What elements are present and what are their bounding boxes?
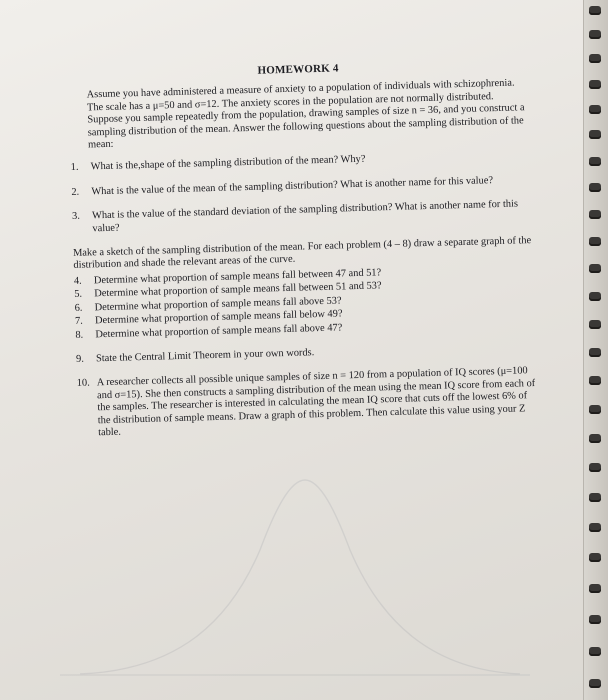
binding-hole	[589, 615, 601, 624]
question-10	[77, 365, 539, 440]
question-text: Determine what proportion of sample means fall between 47 and 51?	[93, 267, 382, 287]
question-3	[72, 198, 533, 236]
question-1	[71, 150, 531, 175]
question-text: Determine what proportion of sample means fall above 53?	[94, 295, 342, 314]
question-number: 3.	[71, 210, 81, 223]
binding-hole	[589, 320, 601, 329]
binding-hole	[589, 405, 601, 414]
binding-hole	[589, 348, 601, 357]
binding-hole	[589, 264, 601, 273]
binding-hole	[589, 130, 601, 139]
question-text: What is the value of the mean of the sampling distribution? What is another name for this value?	[91, 175, 494, 198]
question-2	[71, 174, 531, 199]
binding-hole	[589, 647, 601, 656]
spiral-binding	[583, 0, 608, 700]
binding-hole	[589, 237, 601, 246]
binding-hole	[589, 523, 601, 532]
intro-paragraph: Assume you have administered a measure of anxiety to a population of individuals with schizophrenia. The scale has a μ=50 and σ=12. The anxiety scores in the population are not normally distributed. Suppose you sample repeatedly from the population, drawing samples of size n = 36, and you construct a sampling distribution of the mean. Answer the following questions about the sampling distribution of the mean:	[86, 77, 525, 151]
binding-hole	[589, 679, 601, 688]
question-number: 6.	[74, 302, 83, 314]
question-number: 2.	[71, 186, 80, 198]
question-number: 10.	[76, 377, 90, 390]
question-text: Determine what proportion of sample means fall below 49?	[94, 308, 343, 327]
question-text: What is the value of the standard deviation of the sampling distribution? What is another name for this value?	[91, 198, 519, 235]
binding-hole	[589, 30, 601, 39]
sketch-instructions: Make a sketch of the sampling distribution of the mean. For each problem (4 – 8) draw a separate graph of the distribution and shade the relevant areas of the curve.	[72, 235, 532, 272]
question-text: What is the,shape of the sampling distribution of the mean? Why?	[90, 154, 366, 173]
binding-hole	[589, 80, 601, 89]
binding-hole	[589, 434, 601, 443]
binding-hole	[589, 105, 601, 114]
question-number: 1.	[70, 162, 79, 174]
homework-document	[68, 57, 538, 452]
binding-hole	[589, 54, 601, 63]
document-title: HOMEWORK 4	[257, 62, 339, 77]
question-number: 9.	[75, 353, 85, 365]
binding-hole	[589, 157, 601, 166]
binding-hole	[589, 584, 601, 593]
question-text: Determine what proportion of sample means fall above 47?	[95, 321, 343, 340]
binding-hole	[589, 292, 601, 301]
binding-hole	[589, 376, 601, 385]
sketch-question-list	[74, 263, 536, 342]
question-text: A researcher collects all possible unique samples of size n = 120 from a population of IQ scores (μ=100 and σ=15). She then constructs a sampling distribution of the mean using the mean IQ score from each of the samples. The researcher is interested in calculating the mean IQ score that cuts off the lowest 6% of the distribution of sample means. Draw a graph of this problem. Then calculate this value using your Z table.	[96, 365, 536, 439]
binding-hole	[589, 493, 601, 502]
question-number: 7.	[74, 315, 83, 327]
binding-hole	[589, 463, 601, 472]
question-number: 5.	[74, 288, 83, 301]
binding-hole	[589, 210, 601, 219]
question-number: 8.	[75, 329, 84, 341]
bleed-through-curve-graphic	[60, 470, 530, 690]
question-text: Determine what proportion of sample means fall between 51 and 53?	[94, 280, 382, 300]
binding-hole	[589, 183, 601, 192]
binding-hole	[589, 553, 601, 562]
question-number: 4.	[73, 275, 82, 287]
binding-hole	[589, 6, 601, 15]
question-text: State the Central Limit Theorem in your own words.	[95, 347, 315, 365]
